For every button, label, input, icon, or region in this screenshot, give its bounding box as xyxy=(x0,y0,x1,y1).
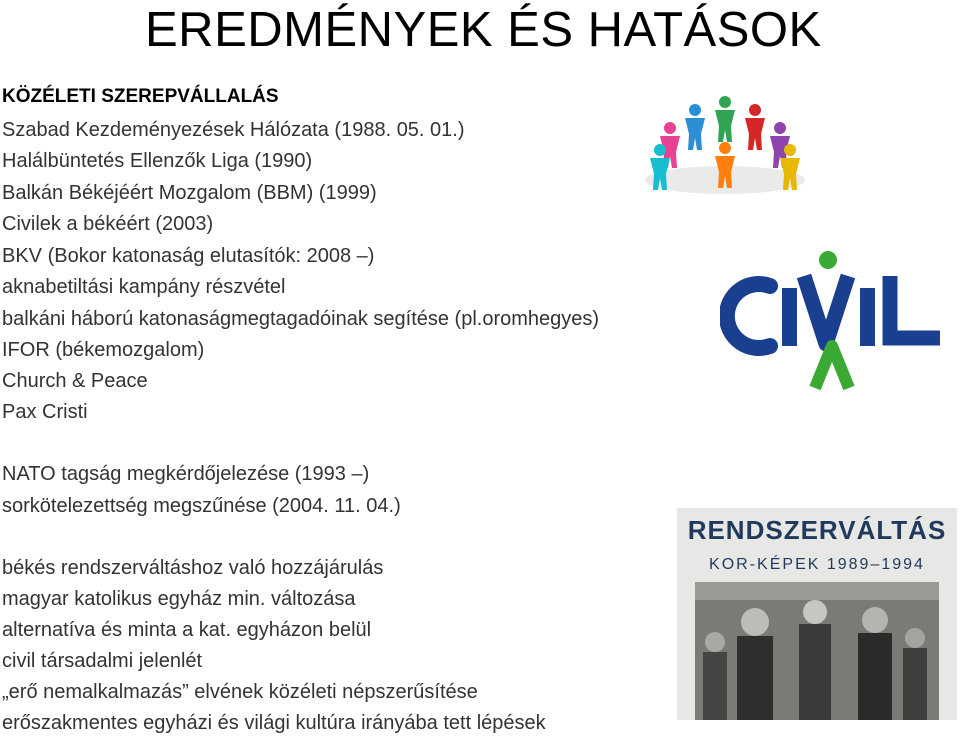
list-item: sorkötelezettség megszűnése (2004. 11. 04.) xyxy=(2,495,401,517)
list-item: alternatíva és minta a kat. egyházon belül xyxy=(2,619,372,641)
book-subtitle: KOR-KÉPEK 1989–1994 xyxy=(709,556,925,573)
list-item: Szabad Kezdeményezések Hálózata (1988. 05. 01.) xyxy=(2,119,465,141)
person-figure-icon xyxy=(715,96,735,142)
list-item: Balkán Békéjéért Mozgalom (BBM) (1999) xyxy=(2,182,377,204)
book-title: RENDSZERVÁLTÁS xyxy=(687,515,947,545)
list-item: erőszakmentes egyházi és világi kultúra irányába tett lépések xyxy=(2,712,546,734)
list-item: aknabetiltási kampány részvétel xyxy=(2,276,286,298)
page-title: EREDMÉNYEK ÉS HATÁSOK xyxy=(145,3,822,57)
civil-logo xyxy=(720,238,958,408)
list-item: BKV (Bokor katonaság elutasítók: 2008 –) xyxy=(2,245,375,267)
person-figure-icon xyxy=(685,104,705,150)
people-circle-image xyxy=(640,88,810,198)
book-photo xyxy=(695,582,939,720)
list-item: Church & Peace xyxy=(2,370,148,392)
list-item: békés rendszerváltáshoz való hozzájárulás xyxy=(2,557,384,579)
book-cover-image xyxy=(677,508,957,720)
civil-logo-accent xyxy=(815,346,849,388)
crowd-photo-icon xyxy=(695,582,939,720)
civil-logo-dot xyxy=(819,251,837,269)
list-item: balkáni háború katonaságmegtagadóinak segítése (pl.oromhegyes) xyxy=(2,308,600,330)
civil-logo-v xyxy=(804,276,848,344)
list-item: „erő nemalkalmazás” elvének közéleti népszerűsítése xyxy=(2,681,478,703)
section-heading: KÖZÉLETI SZEREPVÁLLALÁS xyxy=(2,86,279,107)
civil-logo-c xyxy=(727,284,770,348)
list-item: NATO tagság megkérdőjelezése (1993 –) xyxy=(2,463,370,485)
list-item: Pax Cristi xyxy=(2,401,88,423)
civil-logo-i1 xyxy=(782,288,797,346)
civil-logo-l xyxy=(890,276,940,338)
list-item: Halálbüntetés Ellenzők Liga (1990) xyxy=(2,150,313,172)
list-item: IFOR (békemozgalom) xyxy=(2,339,205,361)
person-figure-icon xyxy=(745,104,765,150)
list-item: civil társadalmi jelenlét xyxy=(2,650,203,672)
list-item: Civilek a békéért (2003) xyxy=(2,213,214,235)
list-item: magyar katolikus egyház min. változása xyxy=(2,588,356,610)
civil-logo-i2 xyxy=(860,288,875,346)
